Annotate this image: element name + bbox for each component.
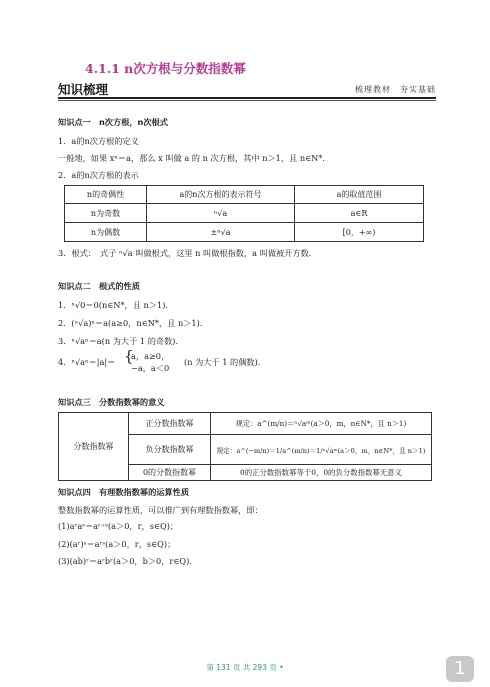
table-cell: 正分数指数幂 xyxy=(129,413,211,435)
table-header-cell: a的n次方根的表示符号 xyxy=(147,186,295,204)
section-banner xyxy=(58,80,436,100)
page-number-badge[interactable]: 1 xyxy=(446,656,474,682)
k1-s2: 2．a的n次方根的表示 xyxy=(58,170,139,180)
k2-line: 1．ⁿ√0＝0(n∈N*，且 n＞1)． xyxy=(58,300,174,310)
table-cell: n为偶数 xyxy=(65,223,147,242)
k2-line4-suffix: (n 为大于 1 的偶数)． xyxy=(184,357,266,367)
brace-glyph: { xyxy=(124,347,134,365)
k2-case1: a，a≥0， xyxy=(131,351,170,361)
k4-line: (2)(aʳ)ˢ＝aʳˢ(a＞0，r，s∈Q)； xyxy=(58,539,176,549)
table-header-cell: n的奇偶性 xyxy=(65,186,147,204)
banner-subtitle: 梳理教材 夯实基础 xyxy=(355,85,436,94)
table-cell: [0，+∞) xyxy=(295,223,424,242)
banner-rule xyxy=(58,97,436,99)
k1-heading: 知识点一 n次方根，n次根式 xyxy=(58,117,168,127)
table-cell: 负分数指数幂 xyxy=(129,435,211,465)
k3-heading: 知识点三 分数指数幂的意义 xyxy=(58,397,165,407)
page-title: 4.1.1 n次方根与分数指数幂 xyxy=(85,61,246,76)
table-cell: 0的分数指数幂 xyxy=(129,465,211,481)
table-header-cell: a的取值范围 xyxy=(295,186,424,204)
table-cell: 规定：a^(−m/n)＝1/a^(m/n)＝1/ⁿ√aᵐ(a＞0，m，n∈N*，且 n＞1) xyxy=(211,435,432,465)
k1-s1: 1．a的n次方根的定义 xyxy=(58,136,139,146)
k4-line: (3)(ab)ʳ＝aʳbʳ(a＞0，b＞0，r∈Q)． xyxy=(58,556,198,566)
banner-rule-thin xyxy=(58,100,436,101)
k2-line: 2．(ⁿ√a)ⁿ＝a(a≥0，n∈N*，且 n＞1)． xyxy=(58,318,208,328)
k4-line: (1)aʳaˢ＝aʳ⁺ˢ(a＞0，r，s∈Q)； xyxy=(58,521,179,531)
k2-line4-prefix: 4．ⁿ√aⁿ＝|a|＝ xyxy=(58,357,116,367)
nth-root-table xyxy=(64,185,424,242)
k2-line: 3．ⁿ√aⁿ＝a(n 为大于 1 的奇数)． xyxy=(58,336,184,346)
k1-s1-text: 一般地，如果 xⁿ＝a，那么 x 叫做 a 的 n 次方根，其中 n＞1，且 n∈N*． xyxy=(58,153,331,163)
page-footer: 第 131 页 共 293 页 • xyxy=(206,663,284,672)
table-cell: ±ⁿ√a xyxy=(147,223,295,242)
table-cell: a∈R xyxy=(295,204,424,223)
k4-intro: 整数指数幂的运算性质，可以推广到有理数指数幂，即： xyxy=(58,505,263,515)
k1-s3: 3．根式： 式子 ⁿ√a 叫做根式，这里 n 叫做根指数，a 叫做被开方数． xyxy=(58,248,317,258)
fractional-exponent-table xyxy=(58,412,432,481)
k2-heading: 知识点二 根式的性质 xyxy=(58,281,140,291)
table-cell: 规定：a^(m/n)＝ⁿ√aᵐ(a＞0，m，n∈N*，且 n＞1) xyxy=(211,413,432,435)
k2-case2: −a，a＜0 xyxy=(131,363,170,373)
table-cell: n为奇数 xyxy=(65,204,147,223)
table-cell: ⁿ√a xyxy=(147,204,295,223)
table-row-label: 分数指数幂 xyxy=(59,413,129,481)
banner-title: 知识梳理 xyxy=(58,82,109,97)
k4-heading: 知识点四 有理数指数幂的运算性质 xyxy=(58,487,190,497)
table-cell: 0的正分数指数幂等于0，0的负分数指数幂无意义 xyxy=(211,465,432,481)
